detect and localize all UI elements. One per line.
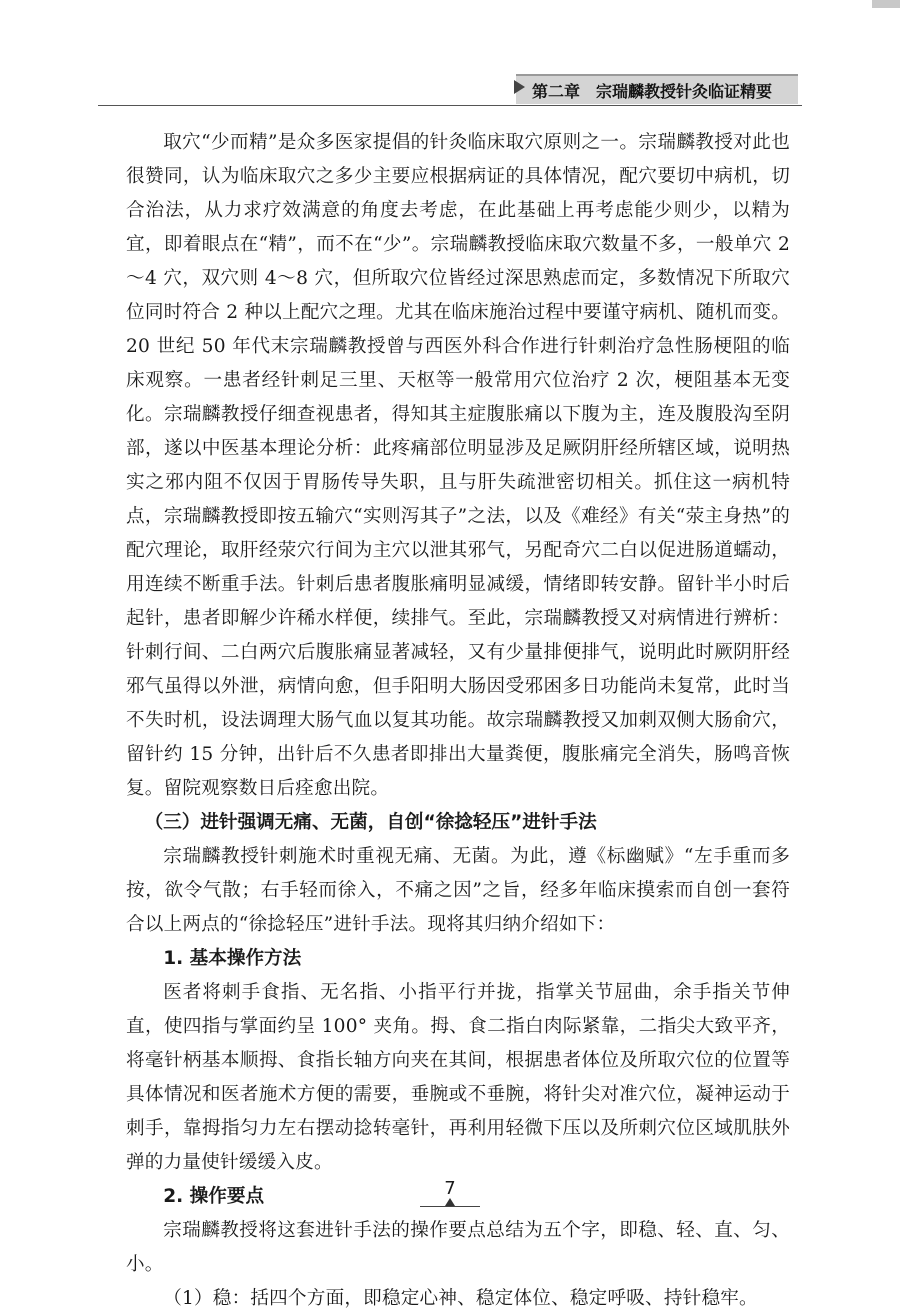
- header-arrow-icon: [514, 80, 525, 94]
- body-paragraph: 宗瑞麟教授针刺施术时重视无痛、无菌。为此，遵《标幽赋》“左手重而多按，欲令气散；右手轻而徐入，不痛之因”之旨，经多年临床摸索而自创一套符合以上两点的“徐捻轻压”进针手法。现将其归纳介绍如下：: [126, 846, 790, 935]
- header-divider: [98, 105, 802, 106]
- body-paragraph: 取穴“少而精”是众多医家提倡的针灸临床取穴原则之一。宗瑞麟教授对此也很赞同，认为临床取穴之多少主要应根据病证的具体情况，配穴要切中病机，切合治法，从力求疗效满意的角度去考虑，在此基础上再考虑能少则少，以精为宜，即着眼点在“精”，而不在“少”。宗瑞麟教授临床取穴数量不多，一般单穴 2～4 穴，双穴则 4～8 穴，但所取穴位皆经过深思熟虑而定，多数情况下所取穴位同时符合 2 种以上配穴之理。尤其在临床施治过程中要谨守病机、随机而变。20 世纪 50 年代末宗瑞麟教授曾与西医外科合作进行针刺治疗急性肠梗阻的临床观察。一患者经针刺足三里、天枢等一般常用穴位治疗 2 次，梗阻基本无变化。宗瑞麟教授仔细查视患者，得知其主症腹胀痛以下腹为主，连及腹股沟至阴部，遂以中医基本理论分析：此疼痛部位明显涉及足厥阴肝经所辖区域，说明热实之邪内阻不仅因于胃肠传导失职，且与肝失疏泄密切相关。抓住这一病机特点，宗瑞麟教授即按五输穴“实则泻其子”之法，以及《难经》有关“荥主身热”的配穴理论，取肝经荥穴行间为主穴以泄其邪气，另配奇穴二白以促进肠道蠕动，用连续不断重手法。针刺后患者腹胀痛明显减缓，情绪即转安静。留针半小时后起针，患者即解少许稀水样便，续排气。至此，宗瑞麟教授又对病情进行辨析：针刺行间、二白两穴后腹胀痛显著减轻，又有少量排便排气，说明此时厥阴肝经邪气虽得以外泄，病情向愈，但手阳明大肠因受邪困多日功能尚未复常，此时当不失时机，设法调理大肠气血以复其功能。故宗瑞麟教授又加刺双侧大肠俞穴，留针约 15 分钟，出针后不久患者即排出大量粪便，腹胀痛完全消失，肠鸣音恢复。留院观察数日后痊愈出院。: [126, 132, 790, 799]
- body-paragraph: （1）稳：括四个方面，即稳定心神、稳定体位、稳定呼吸、持针稳牢。: [163, 1288, 758, 1309]
- footer-triangle-icon: [445, 1198, 455, 1206]
- footer-divider: [420, 1206, 480, 1207]
- subsection-heading: 2. 操作要点: [163, 1186, 265, 1207]
- section-heading: （三）进针强调无痛、无菌，自创“徐捻轻压”进针手法: [144, 812, 597, 833]
- page-body: [126, 126, 790, 1316]
- body-paragraph: 医者将刺手食指、无名指、小指平行并拢，指掌关节屈曲，余手指关节伸直，使四指与掌面约呈 100° 夹角。拇、食二指白肉际紧靠，二指尖大致平齐，将毫针柄基本顺拇、食指长轴方向夹在其间，根据患者体位及所取穴位的位置等具体情况和医者施术方便的需要，垂腕或不垂腕，将针尖对准穴位，凝神运动于刺手，靠拇指匀力左右摆动捻转毫针，再利用轻微下压以及所刺穴位区域肌肤外弹的力量使针缓缓入皮。: [126, 982, 790, 1173]
- page-footer: [0, 1178, 900, 1218]
- page-number: 7: [444, 1178, 456, 1199]
- chapter-header: [516, 74, 798, 104]
- chapter-title: 第二章 宗瑞麟教授针灸临证精要: [532, 81, 773, 101]
- corner-mark: [872, 0, 900, 8]
- body-paragraph: 宗瑞麟教授将这套进针手法的操作要点总结为五个字，即稳、轻、直、匀、小。: [126, 1220, 790, 1275]
- subsection-heading: 1. 基本操作方法: [163, 948, 302, 969]
